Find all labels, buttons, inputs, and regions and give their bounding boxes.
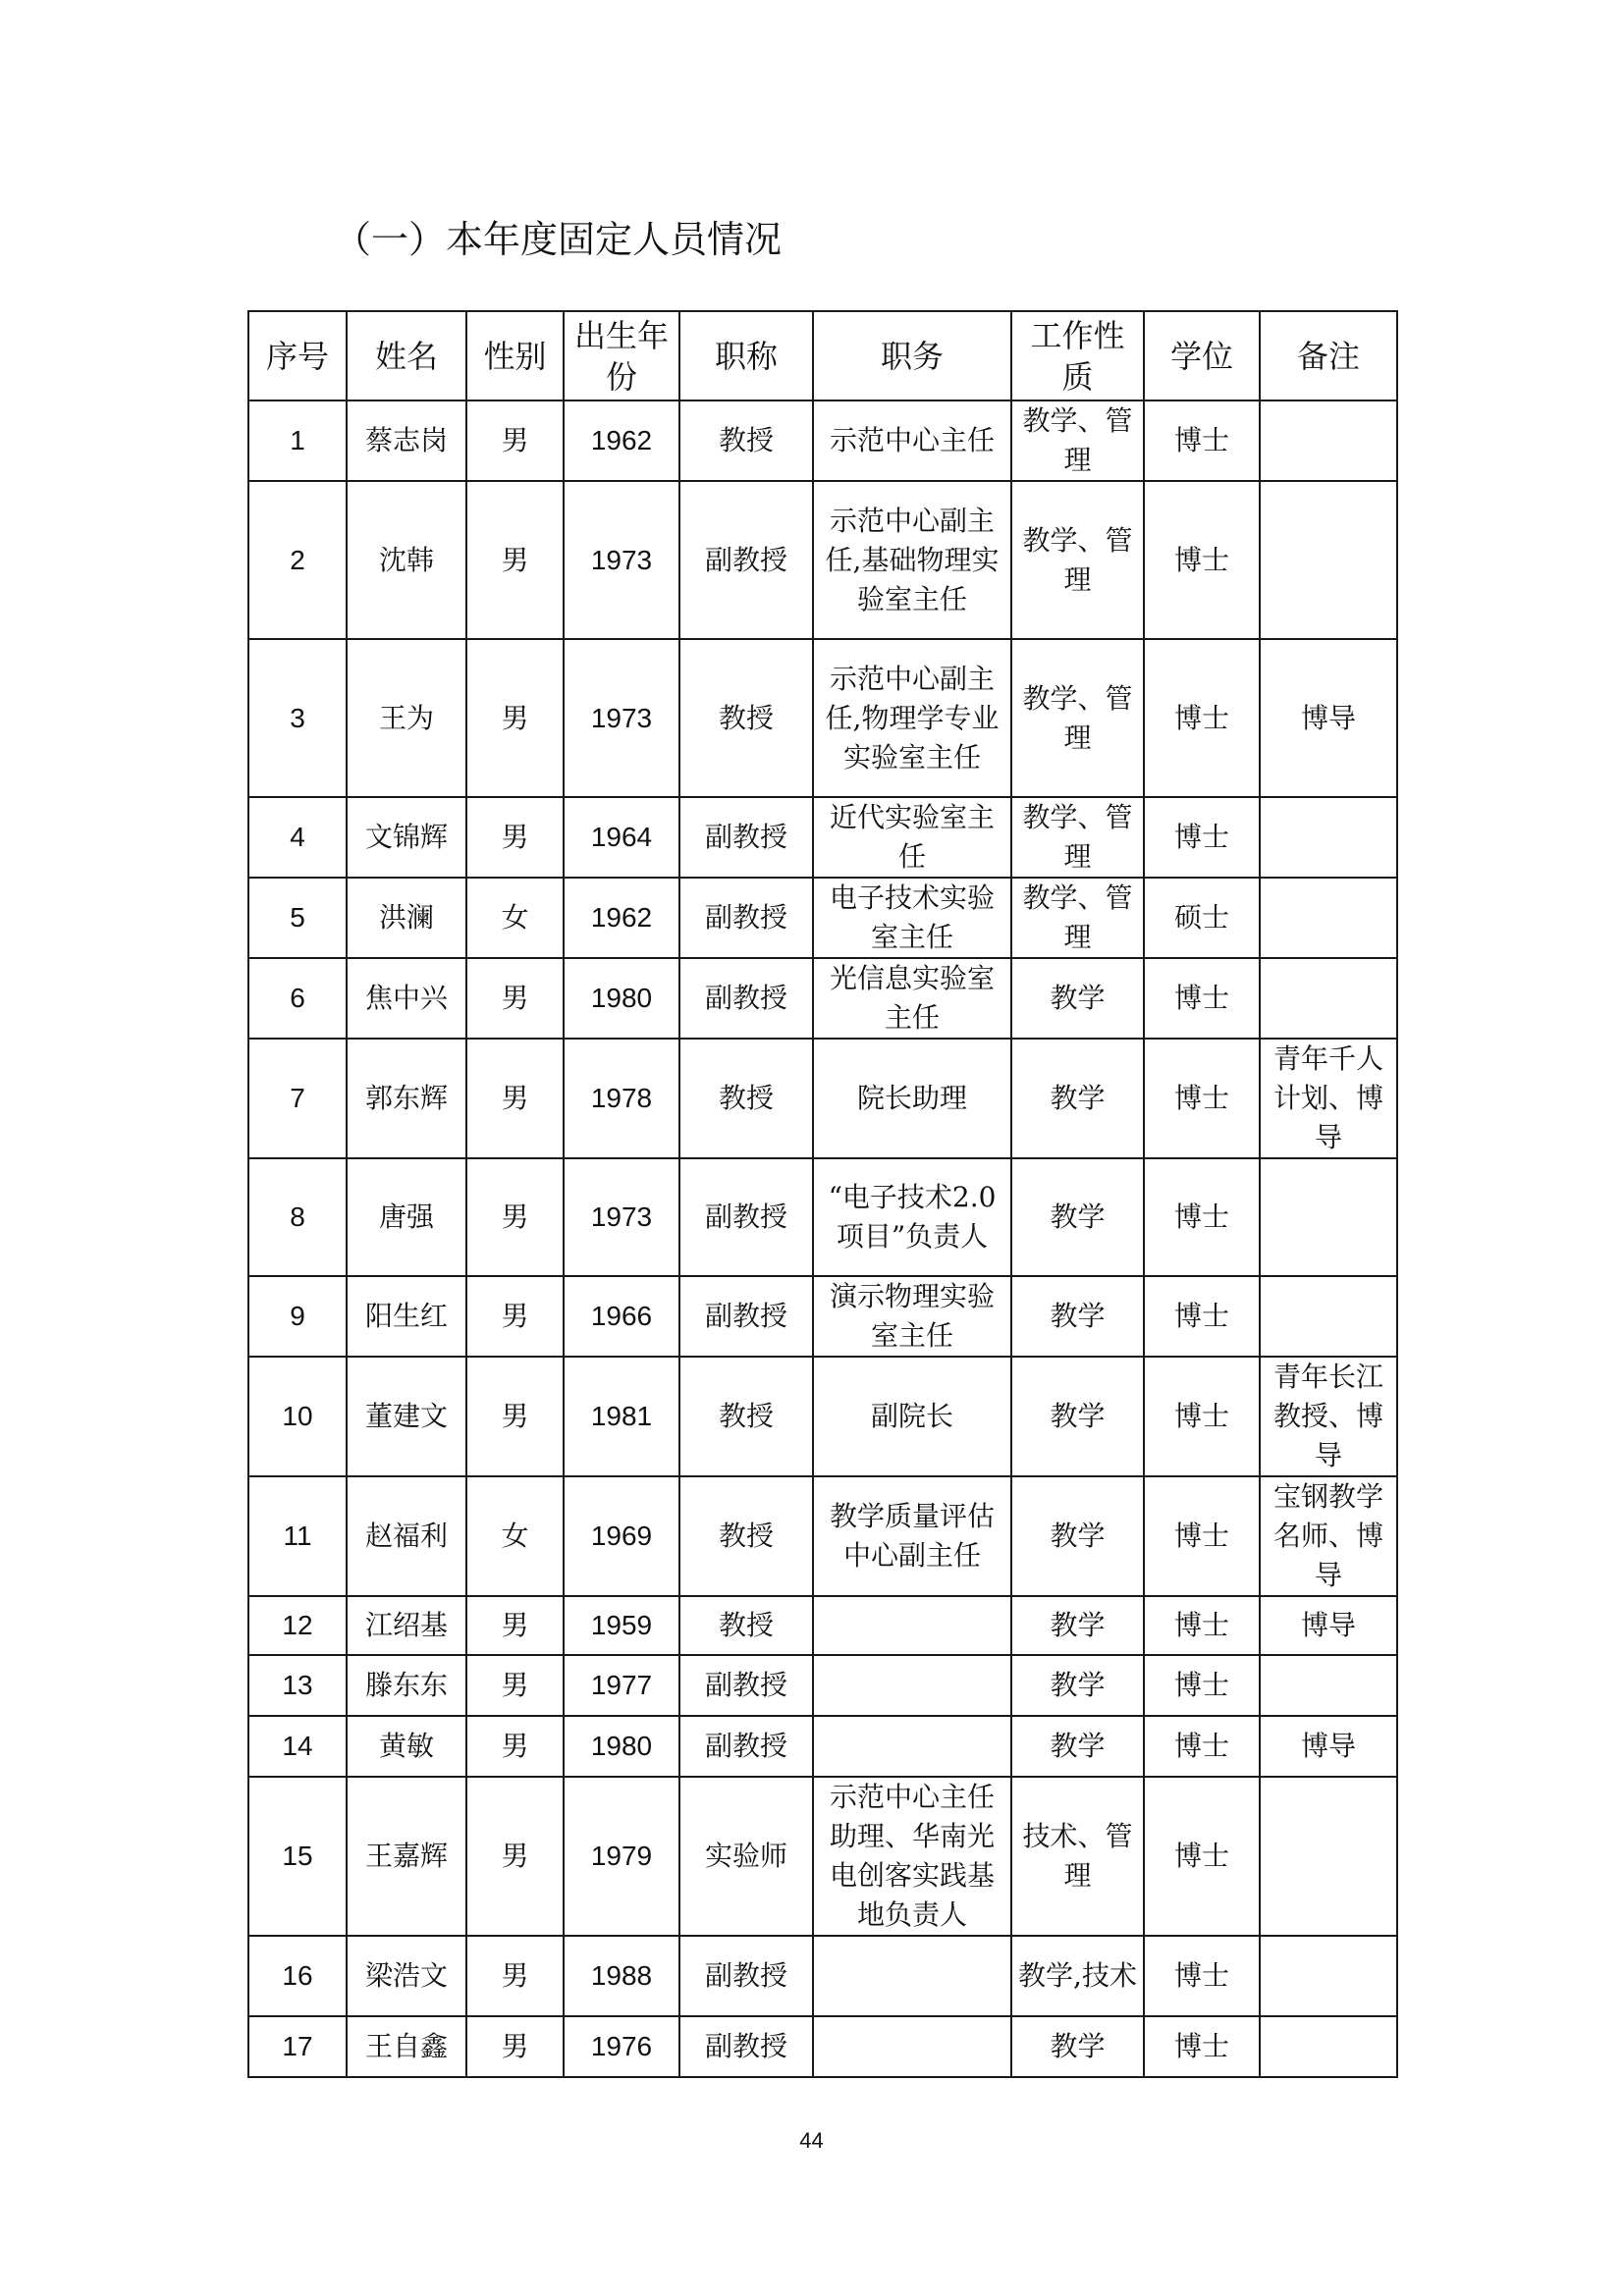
cell-degree: 博士: [1144, 400, 1260, 481]
cell-birth-year: 1973: [564, 639, 679, 797]
cell-degree: 博士: [1144, 1936, 1260, 2016]
cell-title: 教授: [679, 1357, 813, 1476]
cell-work-nature: 教学: [1011, 1655, 1144, 1716]
table-header-row: [248, 311, 1397, 400]
cell-remark: [1260, 1276, 1397, 1357]
cell-title: 副教授: [679, 958, 813, 1039]
cell-work-nature: 教学、管理: [1011, 481, 1144, 639]
cell-position: 电子技术实验室主任: [813, 878, 1011, 958]
cell-position: [813, 1716, 1011, 1777]
cell-birth-year: 1962: [564, 878, 679, 958]
cell-title: 副教授: [679, 1716, 813, 1777]
cell-position: “电子技术2.0项目”负责人: [813, 1158, 1011, 1276]
cell-remark: [1260, 1158, 1397, 1276]
header-degree: 学位: [1144, 311, 1260, 400]
header-name: 姓名: [347, 311, 466, 400]
cell-degree: 博士: [1144, 958, 1260, 1039]
cell-name: 文锦辉: [347, 797, 466, 878]
cell-degree: 博士: [1144, 1158, 1260, 1276]
cell-no: 8: [248, 1158, 347, 1276]
table-row: [248, 639, 1397, 797]
cell-name: 王为: [347, 639, 466, 797]
cell-work-nature: 教学、管理: [1011, 797, 1144, 878]
cell-title: 教授: [679, 639, 813, 797]
cell-no: 6: [248, 958, 347, 1039]
cell-remark: [1260, 1777, 1397, 1936]
cell-remark: 博导: [1260, 1716, 1397, 1777]
page-number: 44: [799, 2128, 824, 2153]
cell-title: 实验师: [679, 1777, 813, 1936]
cell-gender: 男: [466, 481, 564, 639]
cell-name: 梁浩文: [347, 1936, 466, 2016]
cell-name: 蔡志岗: [347, 400, 466, 481]
cell-remark: [1260, 1936, 1397, 2016]
cell-birth-year: 1979: [564, 1777, 679, 1936]
table-row: [248, 400, 1397, 481]
staff-table: [247, 310, 1398, 2078]
header-title: 职称: [679, 311, 813, 400]
cell-remark: [1260, 2016, 1397, 2077]
cell-birth-year: 1964: [564, 797, 679, 878]
cell-work-nature: 教学: [1011, 1357, 1144, 1476]
cell-position: 示范中心副主任,物理学专业实验室主任: [813, 639, 1011, 797]
cell-remark: 博导: [1260, 1596, 1397, 1655]
cell-gender: 女: [466, 1476, 564, 1596]
cell-no: 3: [248, 639, 347, 797]
cell-work-nature: 教学、管理: [1011, 639, 1144, 797]
table-row: [248, 958, 1397, 1039]
cell-work-nature: 教学、管理: [1011, 400, 1144, 481]
cell-position: 示范中心主任: [813, 400, 1011, 481]
cell-no: 17: [248, 2016, 347, 2077]
cell-work-nature: 教学、管理: [1011, 878, 1144, 958]
cell-name: 郭东辉: [347, 1039, 466, 1158]
cell-gender: 男: [466, 958, 564, 1039]
cell-remark: [1260, 400, 1397, 481]
table-row: [248, 878, 1397, 958]
header-gender: 性别: [466, 311, 564, 400]
cell-name: 董建文: [347, 1357, 466, 1476]
cell-work-nature: 教学: [1011, 1596, 1144, 1655]
cell-title: 副教授: [679, 1276, 813, 1357]
cell-name: 滕东东: [347, 1655, 466, 1716]
cell-birth-year: 1962: [564, 400, 679, 481]
cell-work-nature: 教学: [1011, 1276, 1144, 1357]
cell-position: 教学质量评估中心副主任: [813, 1476, 1011, 1596]
cell-title: 副教授: [679, 1158, 813, 1276]
cell-no: 7: [248, 1039, 347, 1158]
cell-position: 演示物理实验室主任: [813, 1276, 1011, 1357]
cell-work-nature: 教学,技术: [1011, 1936, 1144, 2016]
cell-no: 16: [248, 1936, 347, 2016]
table-row: [248, 797, 1397, 878]
cell-name: 王嘉辉: [347, 1777, 466, 1936]
cell-birth-year: 1978: [564, 1039, 679, 1158]
cell-gender: 男: [466, 1596, 564, 1655]
cell-position: 示范中心副主任,基础物理实验室主任: [813, 481, 1011, 639]
cell-work-nature: 教学: [1011, 1158, 1144, 1276]
cell-gender: 男: [466, 1716, 564, 1777]
cell-name: 阳生红: [347, 1276, 466, 1357]
cell-name: 焦中兴: [347, 958, 466, 1039]
cell-title: 教授: [679, 400, 813, 481]
cell-remark: [1260, 1655, 1397, 1716]
cell-no: 5: [248, 878, 347, 958]
cell-degree: 博士: [1144, 1357, 1260, 1476]
cell-no: 10: [248, 1357, 347, 1476]
cell-gender: 男: [466, 1158, 564, 1276]
cell-gender: 男: [466, 2016, 564, 2077]
cell-title: 教授: [679, 1596, 813, 1655]
cell-birth-year: 1988: [564, 1936, 679, 2016]
cell-birth-year: 1976: [564, 2016, 679, 2077]
cell-remark: 博导: [1260, 639, 1397, 797]
table-row: [248, 1476, 1397, 1596]
cell-name: 王自鑫: [347, 2016, 466, 2077]
header-work-nature: 工作性质: [1011, 311, 1144, 400]
table-row: [248, 1596, 1397, 1655]
table-row: [248, 1276, 1397, 1357]
cell-gender: 男: [466, 797, 564, 878]
cell-position: 近代实验室主任: [813, 797, 1011, 878]
cell-title: 副教授: [679, 797, 813, 878]
cell-degree: 博士: [1144, 1476, 1260, 1596]
table-row: [248, 1039, 1397, 1158]
table-row: [248, 481, 1397, 639]
cell-work-nature: 教学: [1011, 1039, 1144, 1158]
cell-birth-year: 1966: [564, 1276, 679, 1357]
cell-remark: 青年千人计划、博导: [1260, 1039, 1397, 1158]
header-position: 职务: [813, 311, 1011, 400]
cell-birth-year: 1980: [564, 1716, 679, 1777]
cell-title: 副教授: [679, 878, 813, 958]
cell-gender: 男: [466, 1357, 564, 1476]
cell-title: 教授: [679, 1039, 813, 1158]
cell-gender: 男: [466, 1276, 564, 1357]
cell-no: 9: [248, 1276, 347, 1357]
cell-position: 院长助理: [813, 1039, 1011, 1158]
cell-degree: 博士: [1144, 1039, 1260, 1158]
cell-remark: [1260, 878, 1397, 958]
cell-position: [813, 1936, 1011, 2016]
table-row: [248, 1716, 1397, 1777]
cell-position: [813, 2016, 1011, 2077]
cell-work-nature: 教学: [1011, 1716, 1144, 1777]
cell-birth-year: 1973: [564, 481, 679, 639]
cell-no: 2: [248, 481, 347, 639]
cell-title: 教授: [679, 1476, 813, 1596]
cell-work-nature: 教学: [1011, 1476, 1144, 1596]
cell-remark: [1260, 958, 1397, 1039]
cell-degree: 博士: [1144, 481, 1260, 639]
cell-degree: 硕士: [1144, 878, 1260, 958]
table-row: [248, 1936, 1397, 2016]
cell-gender: 男: [466, 1655, 564, 1716]
cell-degree: 博士: [1144, 1716, 1260, 1777]
cell-work-nature: 教学: [1011, 2016, 1144, 2077]
cell-work-nature: 教学: [1011, 958, 1144, 1039]
cell-no: 12: [248, 1596, 347, 1655]
cell-position: 光信息实验室主任: [813, 958, 1011, 1039]
cell-work-nature: 技术、管理: [1011, 1777, 1144, 1936]
cell-no: 1: [248, 400, 347, 481]
section-title: （一）本年度固定人员情况: [334, 218, 783, 261]
cell-gender: 男: [466, 1936, 564, 2016]
cell-name: 唐强: [347, 1158, 466, 1276]
cell-name: 沈韩: [347, 481, 466, 639]
cell-name: 赵福利: [347, 1476, 466, 1596]
cell-title: 副教授: [679, 1936, 813, 2016]
cell-no: 13: [248, 1655, 347, 1716]
table-row: [248, 1655, 1397, 1716]
cell-position: [813, 1596, 1011, 1655]
cell-position: [813, 1655, 1011, 1716]
cell-title: 副教授: [679, 1655, 813, 1716]
cell-birth-year: 1959: [564, 1596, 679, 1655]
cell-degree: 博士: [1144, 1276, 1260, 1357]
cell-gender: 男: [466, 639, 564, 797]
cell-no: 4: [248, 797, 347, 878]
cell-birth-year: 1977: [564, 1655, 679, 1716]
table-row: [248, 1357, 1397, 1476]
cell-birth-year: 1980: [564, 958, 679, 1039]
cell-remark: 宝钢教学名师、博导: [1260, 1476, 1397, 1596]
cell-remark: [1260, 797, 1397, 878]
cell-degree: 博士: [1144, 1655, 1260, 1716]
header-no: 序号: [248, 311, 347, 400]
cell-position: 副院长: [813, 1357, 1011, 1476]
cell-position: 示范中心主任助理、华南光电创客实践基地负责人: [813, 1777, 1011, 1936]
cell-degree: 博士: [1144, 2016, 1260, 2077]
cell-name: 洪澜: [347, 878, 466, 958]
cell-degree: 博士: [1144, 797, 1260, 878]
table-row: [248, 1777, 1397, 1936]
cell-degree: 博士: [1144, 1777, 1260, 1936]
cell-remark: [1260, 481, 1397, 639]
cell-remark: 青年长江教授、博导: [1260, 1357, 1397, 1476]
cell-title: 副教授: [679, 2016, 813, 2077]
cell-degree: 博士: [1144, 639, 1260, 797]
cell-no: 14: [248, 1716, 347, 1777]
cell-birth-year: 1981: [564, 1357, 679, 1476]
cell-degree: 博士: [1144, 1596, 1260, 1655]
cell-birth-year: 1969: [564, 1476, 679, 1596]
cell-name: 江绍基: [347, 1596, 466, 1655]
table-row: [248, 1158, 1397, 1276]
cell-gender: 男: [466, 1777, 564, 1936]
cell-name: 黄敏: [347, 1716, 466, 1777]
cell-no: 11: [248, 1476, 347, 1596]
cell-gender: 男: [466, 400, 564, 481]
cell-no: 15: [248, 1777, 347, 1936]
cell-title: 副教授: [679, 481, 813, 639]
header-remark: 备注: [1260, 311, 1397, 400]
table-row: [248, 2016, 1397, 2077]
header-birth-year: 出生年份: [564, 311, 679, 400]
cell-gender: 男: [466, 1039, 564, 1158]
cell-gender: 女: [466, 878, 564, 958]
cell-birth-year: 1973: [564, 1158, 679, 1276]
